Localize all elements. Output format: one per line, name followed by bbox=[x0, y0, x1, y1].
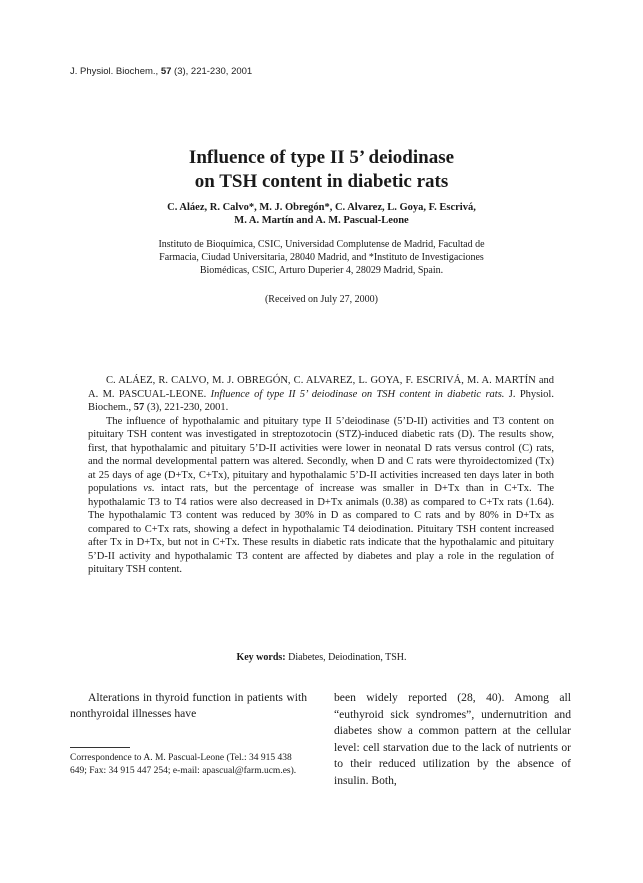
citation-volume: 57 bbox=[133, 402, 145, 413]
citation-journal: J. Physiol. Biochem., bbox=[88, 388, 554, 413]
journal-volume: 57 bbox=[160, 66, 172, 77]
citation-rest: (3), 221-230, 2001. bbox=[146, 402, 229, 413]
keywords-list: Diabetes, Deiodination, TSH. bbox=[288, 652, 407, 663]
correspondence-footnote: Correspondence to A. M. Pascual-Leone (Tel.: 34 915 438 649; Fax: 34 915 447 254; e-mail: apascual@farm.ucm.es). bbox=[70, 753, 297, 776]
body-right-column bbox=[334, 690, 571, 790]
citation-authors: C. ALÁEZ, R. CALVO, M. J. OBREGÓN, C. ALVAREZ, L. GOYA, F. ESCRIVÁ, M. A. MARTÍN and A. M. PASCUAL-LEONE. bbox=[88, 375, 554, 400]
abstract-text-vs: vs. bbox=[143, 483, 155, 494]
affiliation: Instituto de Bioquímica, CSIC, Universidad Complutense de Madrid, Facultad de Farmacia, Ciudad Universitaria, 28040 Madrid, and *Instituto de Investigaciones Biomédicas, CSIC, Arturo Duperier 4, 28029 Madrid, Spain. bbox=[158, 239, 485, 276]
keywords-label: Key words: bbox=[236, 652, 286, 663]
abstract-citation bbox=[88, 374, 554, 415]
keywords bbox=[0, 652, 643, 663]
body-left-text: Alterations in thyroid function in patients with nonthyroidal illnesses have bbox=[70, 691, 307, 720]
article-title bbox=[0, 146, 643, 194]
author-list bbox=[0, 201, 643, 227]
journal-name: J. Physiol. Biochem., bbox=[70, 66, 159, 77]
title-line-2: on TSH content in diabetic rats bbox=[194, 171, 449, 192]
title-line-1: Influence of type II 5’ deiodinase bbox=[188, 147, 455, 168]
abstract-text bbox=[88, 415, 554, 577]
citation-title: Influence of type II 5’ deiodinase on TSH content in diabetic rats. bbox=[210, 388, 505, 400]
body-right-text: been widely reported (28, 40). Among all “euthyroid sick syndromes”, undernutrition and diabetes show a common pattern at the cellular level: cell starvation due to the lack of nutrients or to their reduced utilization by the absence of insulin. Both, bbox=[334, 691, 571, 787]
body-left-column bbox=[70, 690, 307, 722]
abstract bbox=[88, 374, 554, 577]
authors-line-2: M. A. Martín and A. M. Pascual-Leone bbox=[234, 215, 409, 226]
authors-line-1: C. Aláez, R. Calvo*, M. J. Obregón*, C. Alvarez, L. Goya, F. Escrivá, bbox=[167, 202, 476, 213]
footnote-divider bbox=[70, 747, 130, 748]
journal-issue-pages: (3), 221-230, 2001 bbox=[174, 66, 253, 77]
journal-reference bbox=[70, 66, 252, 77]
abstract-text-part-1: The influence of hypothalamic and pituitary type II 5’deiodinase (5’D-II) activities and T3 content on pituitary TSH content was investigated in streptozotocin (STZ)-induced diabetic rats (D). The results show, first, that hypothalamic and pituitary 5’D-II activities were lower in neonatal D rats versus control (C) rats, and the normal developmental pattern was altered. Secondly, when D and C rats were thyroidectomized (Tx) at 25 days of age (D+Tx, C+Tx), pituitary and hypothalamic 5’D-II activities increased ten days later in both populations bbox=[88, 415, 554, 494]
received-date: (Received on July 27, 2000) bbox=[264, 294, 379, 305]
abstract-text-part-2: intact rats, but the percentage of increase was smaller in D+Tx than in C+Tx. The hypothalamic T3 to T4 ratios were also decreased in D+Tx animals (0.38) as compared to C+Tx rats (1.64). The hypothalamic T3 content was reduced by 30% in D as compared to C rats and by 80% in D+Tx as compared to C+Tx rats, showing a defect in hypothalamic T4 deiodination. Pituitary TSH content increased after Tx in D+Tx, but not in C+Tx. These results in diabetic rats indicate that the hypothalamic and pituitary 5’D-II activity and hypothalamic T3 content are affected by diabetes and play a role in the regulation of pituitary TSH content. bbox=[88, 483, 554, 575]
